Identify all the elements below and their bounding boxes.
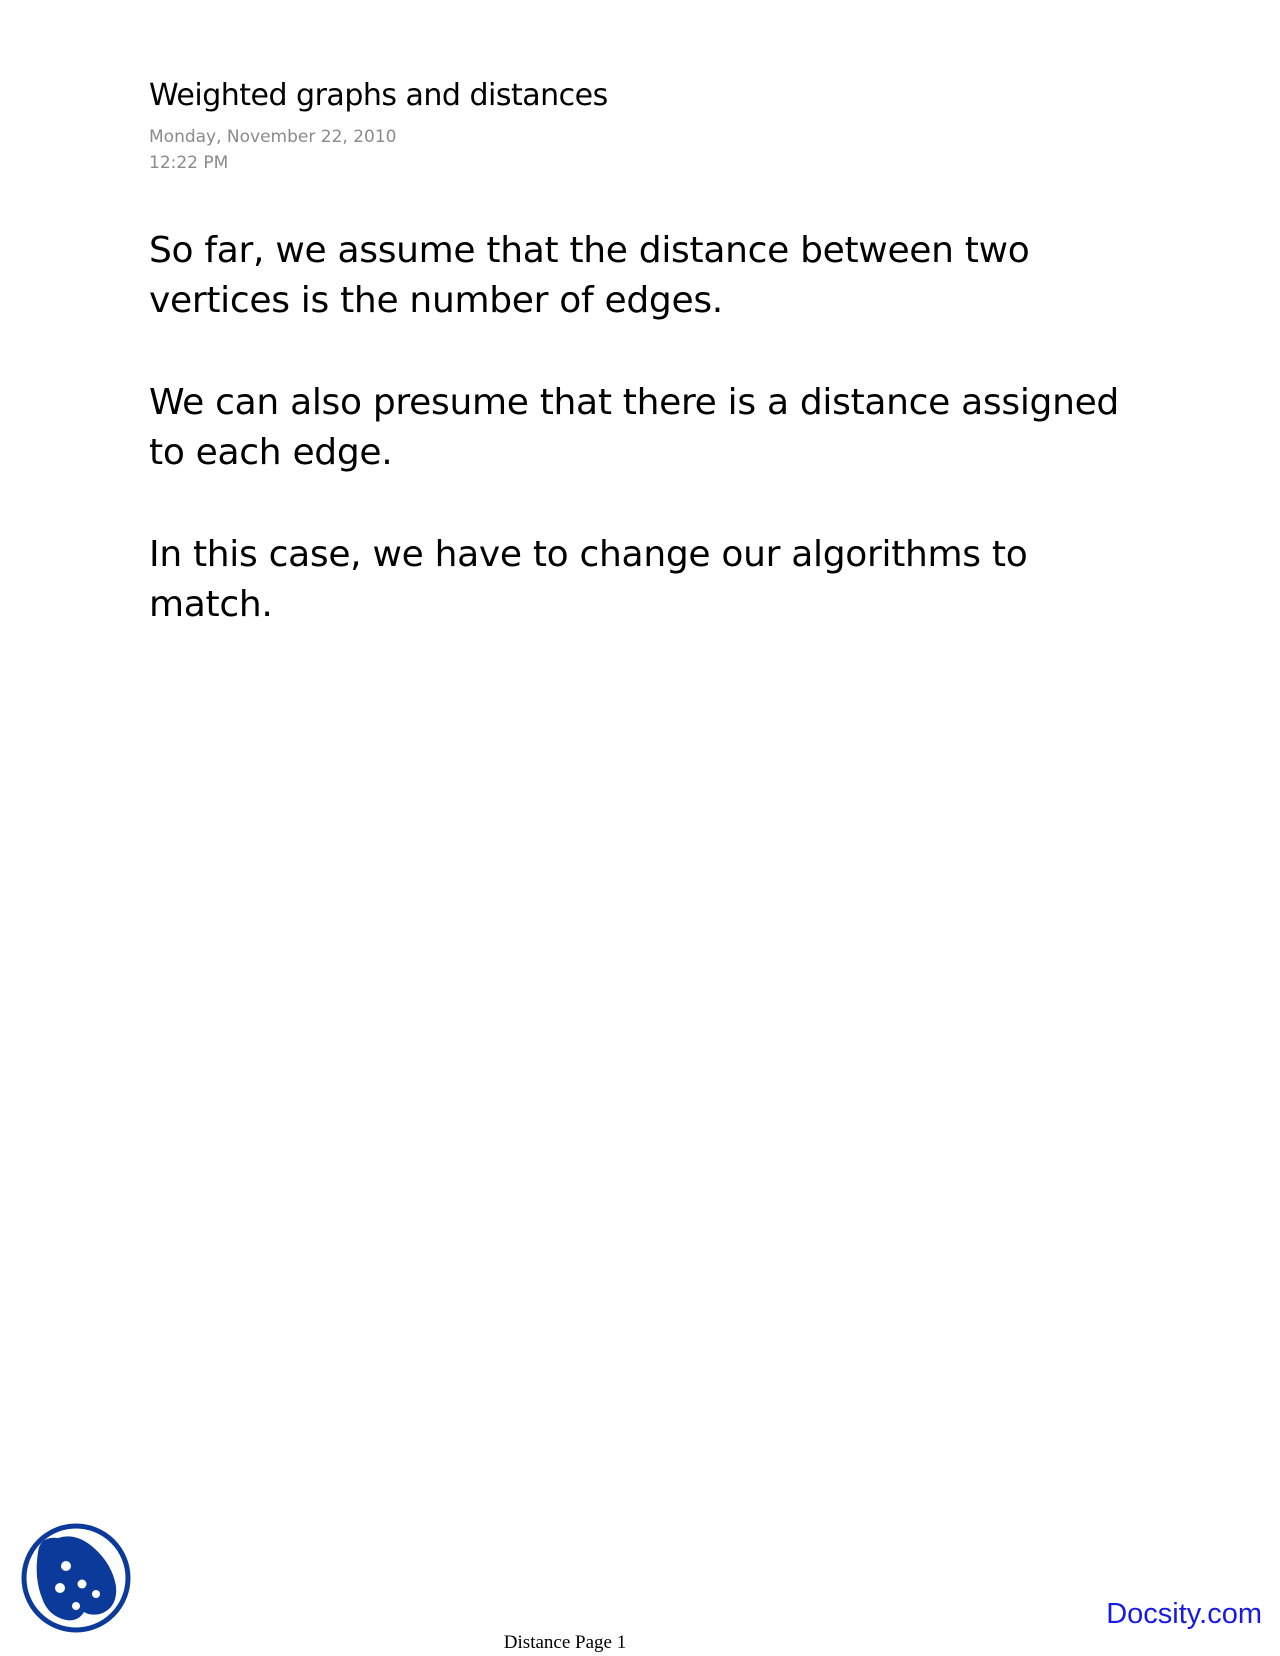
note-title: Weighted graphs and distances [149, 78, 608, 113]
docsity-logo-icon [20, 1522, 132, 1634]
note-date: Monday, November 22, 2010 [149, 127, 397, 147]
body-paragraph: We can also presume that there is a distance assigned to each edge. [149, 382, 1119, 473]
page-footer: Distance Page 1 [503, 1632, 627, 1653]
body-paragraph: In this case, we have to change our algorithms to match. [149, 534, 1028, 625]
body-paragraph: So far, we assume that the distance between two vertices is the number of edges. [149, 230, 1030, 321]
note-time: 12:22 PM [149, 153, 229, 173]
brand-link[interactable]: Docsity.com [1106, 1598, 1262, 1630]
